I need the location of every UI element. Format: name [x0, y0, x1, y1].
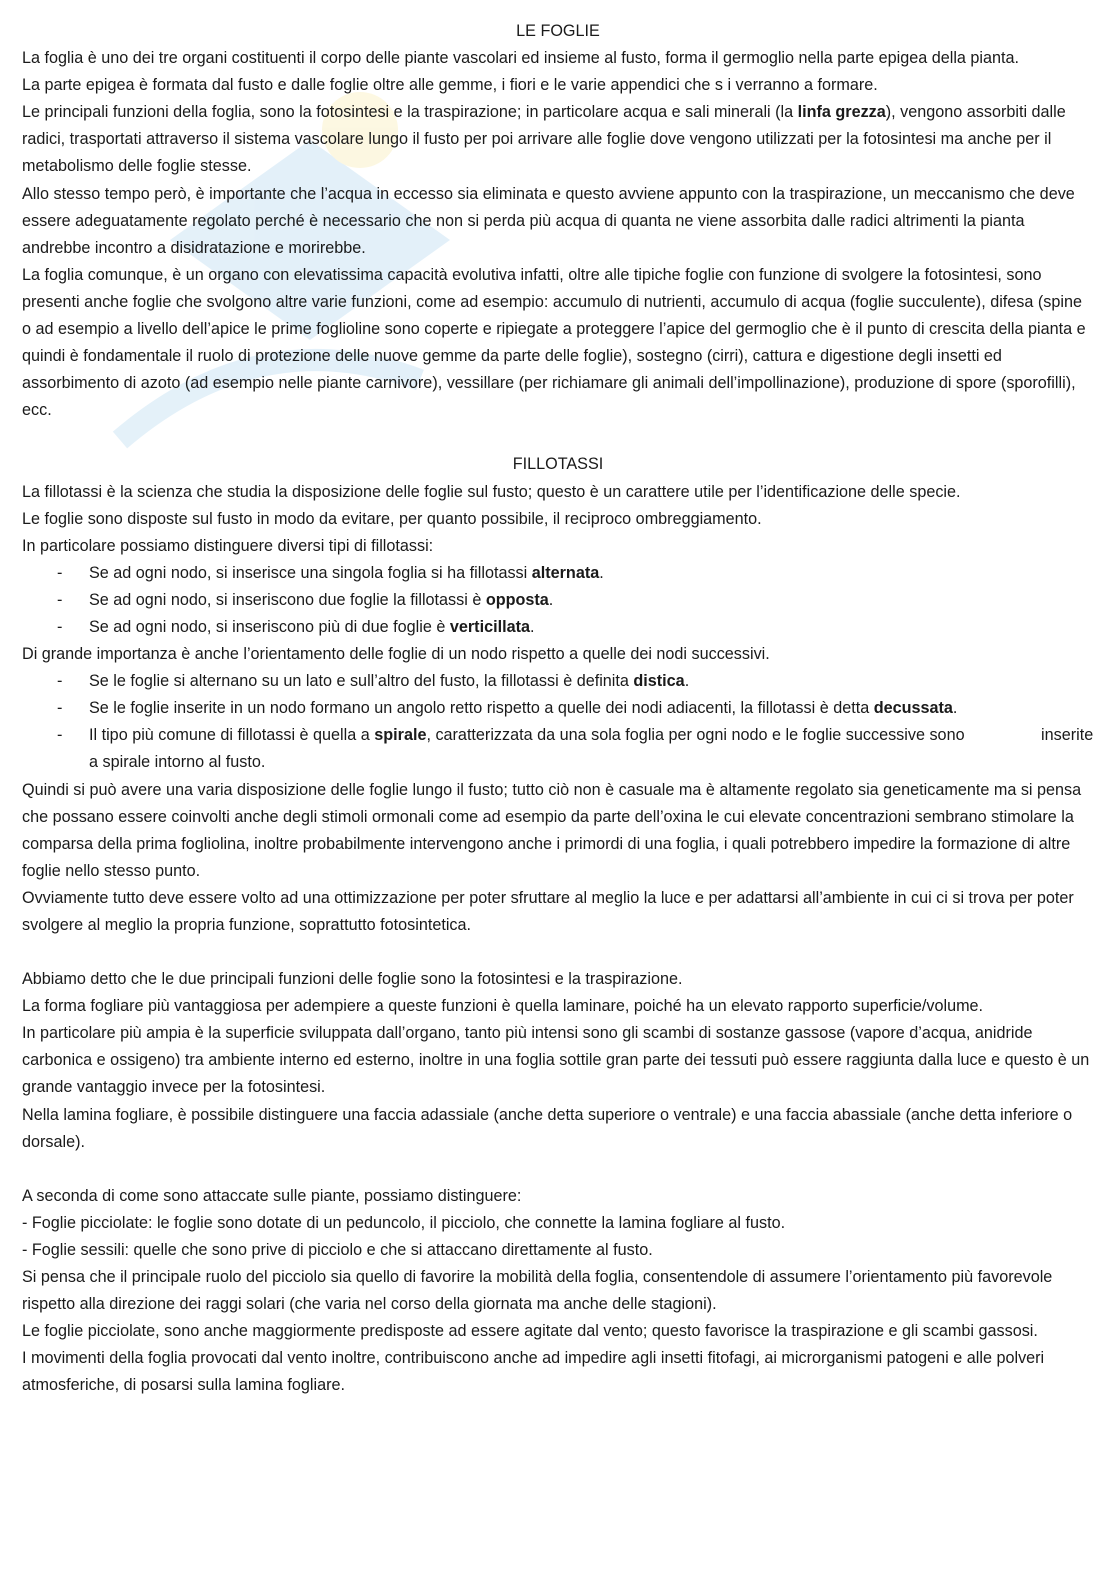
bold-term: alternata	[531, 563, 600, 582]
list-item	[22, 614, 1094, 641]
paragraph: - Foglie picciolate: le foglie sono dotate di un peduncolo, il picciolo, che connette la lamina fogliare al fusto.	[22, 1213, 786, 1232]
paragraph: Abbiamo detto che le due principali funzioni delle foglie sono la fotosintesi e la traspirazione.	[22, 970, 683, 989]
list-orientation-types	[22, 668, 1098, 776]
paragraph: Di grande importanza è anche l’orientamento delle foglie di un nodo rispetto a quelle dei nodi successivi.	[22, 645, 770, 664]
text-run: .	[684, 672, 690, 691]
text-run: Se ad ogni nodo, si inserisce una singola foglia si ha fillotassi	[89, 563, 532, 582]
text-run: .	[529, 617, 535, 636]
paragraph: In particolare più ampia è la superficie sviluppata dall’organo, tanto più intensi sono gli scambi di sostanze gassose (vapore d’acqua, anidride carbonica e ossigeno) tra ambiente interno ed esterno, inoltre in una foglia sottile gran parte dei tessuti può essere raggiunta dalla luce e questo è un grande vantaggio invece per la fotosintesi.	[22, 1024, 1090, 1097]
text-run: Se le foglie inserite in un nodo formano un angolo retto rispetto a quelle dei nodi adiacenti, la fillotassi è detta	[89, 699, 874, 718]
bold-term: spirale	[374, 726, 427, 745]
paragraph: La forma fogliare più vantaggiosa per adempiere a queste funzioni è quella laminare, poiché ha un elevato rapporto superficie/volume.	[22, 997, 984, 1016]
paragraph: - Foglie sessili: quelle che sono prive di picciolo e che si attaccano direttamente al fusto.	[22, 1240, 653, 1259]
list-fillotassi-types	[22, 560, 1094, 641]
list-item	[22, 722, 1098, 776]
text-run: Le principali funzioni della foglia, sono la fotosintesi e la traspirazione; in particolare acqua e sali minerali (la	[22, 103, 798, 122]
bold-term: distica	[633, 672, 685, 691]
paragraph: I movimenti della foglia provocati dal vento inoltre, contribuiscono anche ad impedire agli insetti fitofagi, ai microrganismi patogeni e alle polveri atmosferiche, di posarsi sulla lamina fogliare.	[22, 1349, 1045, 1395]
text-run: .	[599, 563, 604, 582]
text-run: Se le foglie si alternano su un lato e sull’altro del fusto, la fillotassi è definita	[89, 672, 634, 691]
paragraph: Le foglie picciolate, sono anche maggiormente predisposte ad essere agitate dal vento; questo favorisce la traspirazione e gli scambi gassosi.	[22, 1322, 1038, 1341]
paragraph: La foglia è uno dei tre organi costituenti il corpo delle piante vascolari ed insieme al fusto, forma il germoglio nella parte epigea della pianta.	[22, 49, 1020, 68]
list-item	[22, 695, 1094, 722]
bold-term: linfa grezza	[797, 103, 886, 122]
paragraph: La parte epigea è formata dal fusto e dalle foglie oltre alle gemme, i fiori e le varie appendici che s i verranno a formare.	[22, 76, 878, 95]
paragraph: In particolare possiamo distinguere diversi tipi di fillotassi:	[22, 536, 434, 555]
paragraph: Nella lamina fogliare, è possibile distinguere una faccia adassiale (anche detta superiore o ventrale) e una faccia abassiale (anche detta inferiore o dorsale).	[22, 1105, 1073, 1151]
paragraph	[22, 99, 1094, 180]
paragraph: Allo stesso tempo però, è importante che l’acqua in eccesso sia eliminata e questo avviene appunto con la traspirazione, un meccanismo che deve essere adeguatamente regolato perché è necessario che non si perda più acqua di quanta ne viene assorbita dalle radici altrimenti la pianta andrebbe incontro a disidratazione e morirebbe.	[22, 184, 1075, 257]
paragraph: Si pensa che il principale ruolo del picciolo sia quello di favorire la mobilità della foglia, consentendole di assumere l’orientamento più favorevole rispetto alla direzione dei raggi solari (che varia nel corso della giornata ma anche delle stagioni).	[22, 1268, 1053, 1314]
title-fillotassi: FILLOTASSI	[512, 455, 604, 474]
paragraph: Ovviamente tutto deve essere volto ad una ottimizzazione per poter sfruttare al meglio la luce e per adattarsi all’ambiente in cui ci si trova per poter svolgere al meglio la propria funzione, soprattutto fotosintetica.	[22, 888, 1074, 934]
paragraph: La fillotassi è la scienza che studia la disposizione delle foglie sul fusto; questo è un carattere utile per l’identificazione delle specie.	[22, 482, 961, 501]
text-run: ), vengono assorbiti dalle radici, trasportati attraverso il sistema vascolare lungo il fusto per poi arrivare alle foglie dove vengono utilizzati per la fotosintesi ma anche per il metabolismo delle foglie stesse.	[22, 103, 1066, 176]
text-run: Se ad ogni nodo, si inseriscono due foglie la fillotassi è	[89, 590, 486, 609]
list-item	[22, 587, 1094, 614]
list-item	[22, 560, 1094, 587]
list-item	[22, 668, 1094, 695]
bold-term: opposta	[485, 590, 549, 609]
paragraph: La foglia comunque, è un organo con elevatissima capacità evolutiva infatti, oltre alle tipiche foglie con funzione di svolgere la fotosintesi, sono presenti anche foglie che svolgono altre varie funzioni, come ad esempio: accumulo di nutrienti, accumulo di acqua (foglie succulente), difesa (spine o ad esempio a livello dell’apice le prime foglioline sono coperte e ripiegate a proteggere l’apice del germoglio che è il punto di crescita della pianta e quindi è fondamentale il ruolo di protezione delle nuove gemme da parte delle foglie), sostegno (cirri), cattura e digestione degli insetti ed assorbimento di azoto (ad esempio nelle piante carnivore), vessillare (per richiamare gli animali dell’impollinazione), produzione di spore (sporofilli), ecc.	[22, 265, 1086, 420]
text-run: , caratterizzata da una sola foglia per ogni nodo e le foglie successive sono inserite a spirale intorno al fusto.	[89, 726, 1098, 772]
text-run: Il tipo più comune di fillotassi è quella a	[89, 726, 375, 745]
bold-term: verticillata	[449, 617, 530, 636]
paragraph: A seconda di come sono attaccate sulle piante, possiamo distinguere:	[22, 1186, 522, 1205]
text-run: .	[952, 699, 958, 718]
bold-term: decussata	[873, 699, 953, 718]
paragraph: Le foglie sono disposte sul fusto in modo da evitare, per quanto possibile, il reciproco ombreggiamento.	[22, 509, 762, 528]
text-run: Se ad ogni nodo, si inseriscono più di due foglie è	[89, 617, 450, 636]
paragraph: Quindi si può avere una varia disposizione delle foglie lungo il fusto; tutto ciò non è casuale ma è altamente regolato sia geneticamente ma si pensa che possano essere coinvolti anche degli stimoli ormonali come ad esempio da parte dell’oxina le cui elevate concentrazioni sembrano stimolare la comparsa della prima fogliolina, inoltre probabilmente intervengono anche i primordi di una foglia, i quali potrebbero impedire la formazione di altre foglie nello stesso punto.	[22, 780, 1082, 880]
text-run: .	[548, 590, 554, 609]
title-le-foglie: LE FOGLIE	[516, 22, 600, 40]
